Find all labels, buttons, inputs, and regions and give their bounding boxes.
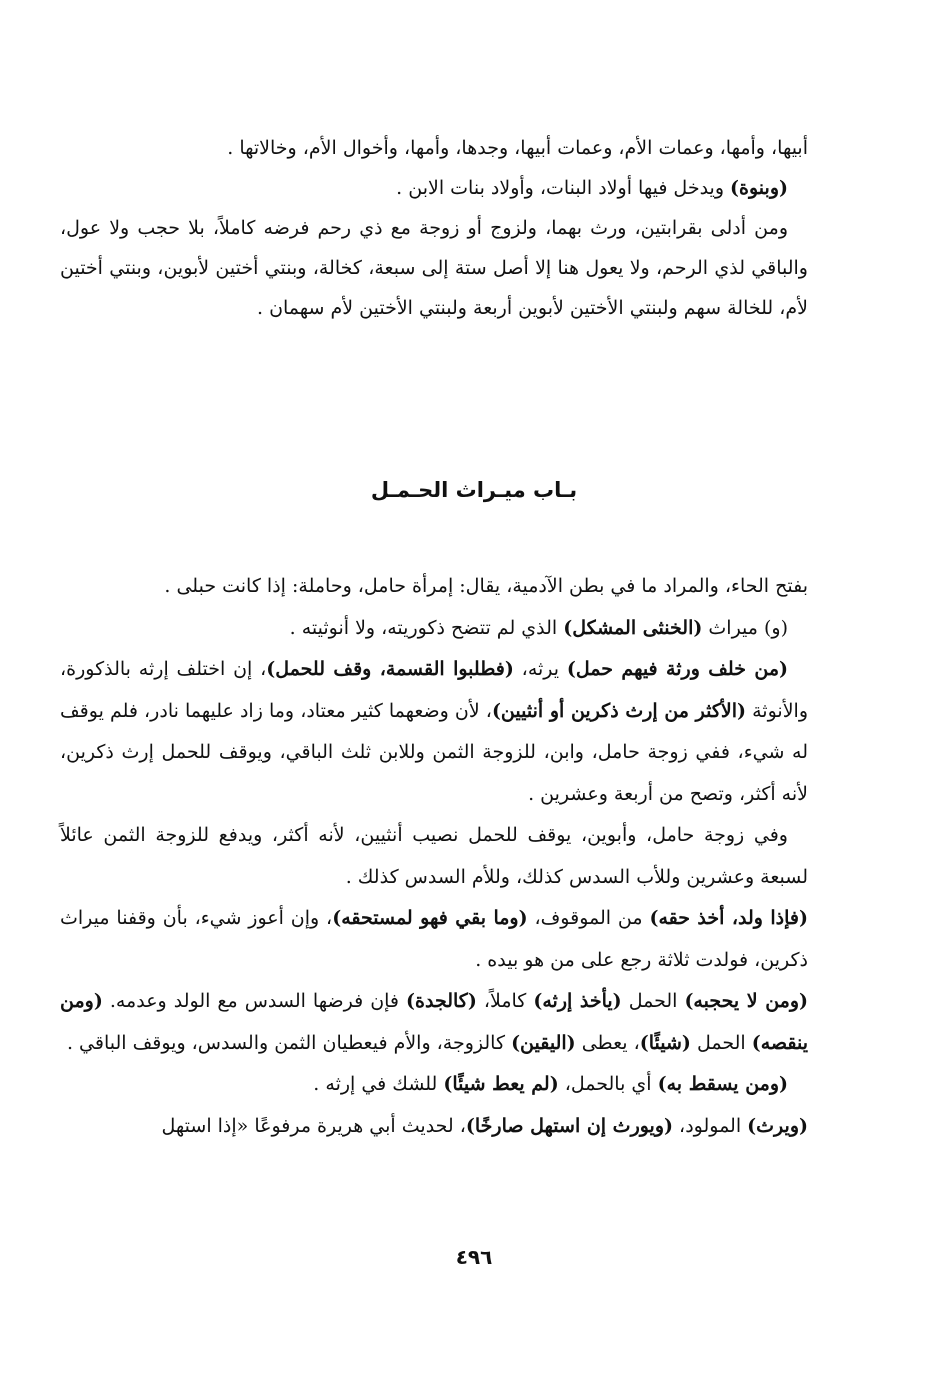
text-run: ، إن اختلف إرثه بالذكورة، والأنوثة [60, 658, 808, 722]
paragraph [60, 608, 808, 650]
bold-term: (من خلف ورثة فيهم حمل) [566, 658, 789, 680]
paragraph [60, 649, 808, 815]
bold-term: (يأخذ إرثه) [533, 990, 622, 1012]
bold-term: (الخنثى المشكل) [563, 616, 703, 639]
bold-term: (وبنوة) [730, 177, 788, 199]
top-text-block [60, 128, 808, 328]
text-run: يرثه، [513, 658, 567, 680]
text-run: كاملاً، [476, 990, 534, 1012]
text-run: الحمل [690, 1031, 752, 1054]
paragraph: وفي زوجة حامل، وأبوين، يوقف للحمل نصيب أنثيين، لأنه أكثر، ويدفع للزوجة الثمن عائلاً لسبعة وعشرين وللأب السدس كذلك، وللأم السدس كذلك . [60, 824, 808, 888]
bold-term: (ومن ينقصه) [60, 990, 808, 1054]
bold-term: (شيئًا) [639, 1031, 691, 1054]
bold-term: (ومن يسقط به) [657, 1073, 788, 1095]
text-run: الحمل [621, 990, 685, 1012]
page-number: ٤٩٦ [455, 1245, 493, 1269]
text-run: المولود، [673, 1114, 748, 1137]
bold-term: (اليقين) [511, 1031, 576, 1054]
bold-term: (فطلبوا القسمة، وقف للحمل) [266, 658, 514, 680]
text-run: للشك في إرثه . [313, 1073, 444, 1095]
paragraph [60, 1106, 808, 1148]
text-run: (و) ميراث [702, 616, 788, 639]
text-run: الذي لم تتضح ذكوريته، ولا أنوثيته . [289, 616, 564, 639]
paragraph [60, 981, 808, 1064]
body-text-block [60, 566, 808, 1147]
text-run: أي بالحمل، [558, 1073, 658, 1095]
paragraph [60, 1064, 808, 1106]
text-run: ويدخل فيها أولاد البنات، وأولاد بنات الابن . [396, 177, 731, 199]
text-run: ، وإن أعوز شيء، بأن وقفنا ميراث ذكرين، فولدت ثلاثة رجع على من هو بيده . [60, 907, 808, 971]
bold-term: (ويورث إن استهل صارخًا) [465, 1114, 674, 1137]
paragraph [60, 898, 808, 981]
text-run: فإن فرضها السدس مع الولد وعدمه. [102, 990, 407, 1012]
paragraph: أبيها، وأمها، وعمات الأم، وعمات أبيها، وجدها، وأمها، وأخوال الأم، وخالاتها . [227, 137, 808, 159]
chapter-title: بـاب ميـراث الحـمـل [370, 478, 578, 502]
bold-term: (الأكثر من إرث ذكرين أو أنثيين) [491, 699, 747, 722]
paragraph: بفتح الحاء، والمراد ما في بطن الآدمية، يقال: إمرأة حامل، وحاملة: إذا كانت حبلى . [164, 575, 808, 597]
bold-term: (فإذا ولد، أخذ حقه) [649, 907, 809, 929]
bold-term: (كالجدة) [406, 990, 477, 1012]
bold-term: (وما بقي فهو لمستحقه) [332, 907, 528, 929]
text-run: كالزوجة، والأم فيعطيان الثمن والسدس، ويوقف الباقي . [66, 1031, 512, 1054]
bold-term: (ويرث) [747, 1114, 808, 1137]
bold-term: (لم يعط شيئًا) [443, 1073, 559, 1095]
bold-term: (ومن لا يحجبه) [684, 990, 808, 1012]
text-run: ، لأن وضعهما كثير معتاد، وما زاد عليهما نادر، فلم يوقف له شيء، ففي زوجة حامل، وابن، للزوجة الثمن وللابن ثلث الباقي، ويوقف للحمل إرث ذكرين، لأنه أكثر، وتصح من أربعة وعشرين . [60, 699, 808, 805]
paragraph: ومن أدلى بقرابتين، ورث بهما، ولزوج أو زوجة مع ذي رحم فرضه كاملاً، بلا حجب ولا عول، والباقي لذي الرحم، ولا يعول هنا إلا أصل ستة إلى سبعة، كخالة، وبنتي أختين لأبوين، وبنتي أختين لأم، للخالة سهم ولبنتي الأختين لأبوين أربعة ولبنتي الأختين لأم سهمان . [60, 217, 808, 319]
text-run: من الموقوف، [527, 907, 650, 929]
text-run: ، يعطى [575, 1031, 640, 1054]
paragraph [60, 168, 808, 208]
text-run: ، لحديث أبي هريرة مرفوعًا «إذا استهل [161, 1114, 466, 1137]
